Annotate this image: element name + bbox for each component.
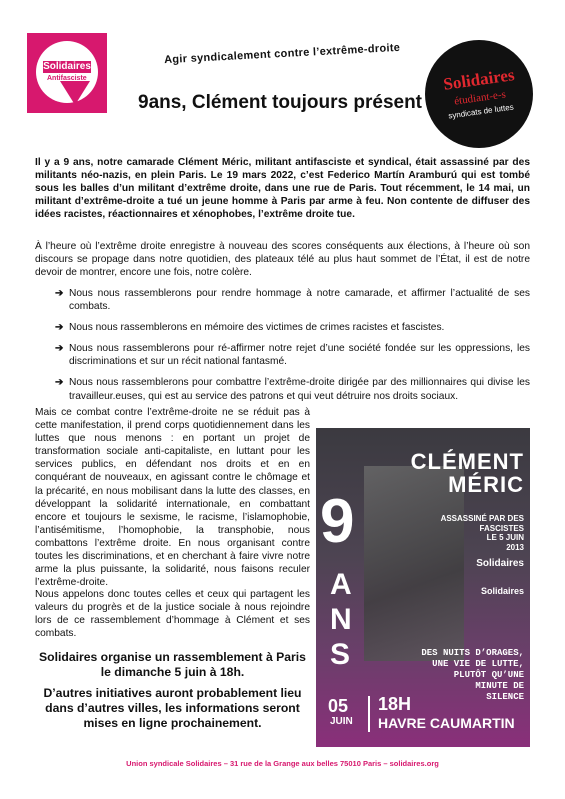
bullet-text: Nous nous rassemblerons en mémoire des victimes de crimes racistes et fascistes. — [69, 322, 445, 334]
poster-month: JUIN — [330, 716, 353, 727]
pink-triangle-icon — [60, 81, 90, 105]
poster-sub-line: ASSASSINÉ PAR DES — [440, 514, 524, 523]
arrow-icon: ➔ — [55, 377, 64, 389]
poster-sub-line: LE 5 JUIN — [486, 533, 524, 542]
logo-left-line1: Solidaires — [43, 61, 91, 72]
arrow-icon: ➔ — [55, 343, 64, 355]
poster-quote — [421, 648, 524, 703]
paragraph-5: Nous appelons donc toutes celles et ceux qui partagent les valeurs du progrès et de la justice sociale à nous rejoindre lors de ce rassemblement d’hommage à Clément et ses combats. — [35, 589, 310, 640]
poster-name-line1: CLÉMENT — [410, 449, 524, 474]
poster-quote-line: SILENCE — [486, 692, 524, 702]
bullet-text: Nous nous rassemblerons pour combattre l’extrême-droite dirigée par des millionnaires qui divise les travailleur.euses, qui est au service des patrons et qui veut détruire nos droits sociaux. — [69, 377, 530, 402]
list-item — [55, 321, 530, 334]
bullet-text: Nous nous rassemblerons pour rendre hommage à notre camarade, et affirmer l’actualité de ses combats. — [69, 288, 530, 313]
poster-name — [411, 450, 524, 496]
poster-letter-a: A — [330, 568, 352, 601]
arrow-icon: ➔ — [55, 322, 64, 334]
poster-sub-line: FASCISTES — [479, 523, 524, 533]
page-title: 9ans, Clément toujours présent — [138, 92, 423, 113]
poster-quote-line: PLUTÔT QU’UNE — [453, 670, 524, 680]
logo-left-line2: Antifasciste — [47, 75, 87, 82]
poster-place: HAVRE CAUMARTIN — [378, 715, 515, 731]
poster-quote-line: MINUTE DE — [475, 681, 524, 691]
poster-solidaires-logo-2: Solidaires — [480, 586, 524, 596]
call-to-action-2: D’autres initiatives auront probablement lieu dans d’autres villes, les informations seront mises en ligne prochainement. — [43, 686, 302, 730]
poster-quote-line: UNE VIE DE LUTTE, — [432, 659, 524, 669]
arrow-icon: ➔ — [55, 288, 64, 299]
poster-subtitle — [441, 514, 524, 552]
bullet-list — [55, 287, 530, 411]
poster-name-line2: MÉRIC — [448, 472, 524, 497]
footer-address: Union syndicale Solidaires – 31 rue de la Grange aux belles 75010 Paris – solidaires.org — [126, 759, 439, 768]
poster-sub-line: 2013 — [506, 542, 524, 552]
list-item — [55, 342, 530, 368]
solidaires-antifasciste-logo — [27, 33, 107, 113]
logo-right-line3: syndicats de luttes — [447, 102, 515, 121]
list-item — [55, 376, 530, 402]
slogan: Agir syndicalement contre l’extrême-droite — [163, 41, 401, 67]
poster-letter-n: N — [330, 603, 352, 636]
paragraph-2: À l’heure où l’extrême droite enregistre à nouveau des scores conséquents aux élections, à l’heure où son discours se propage dans notre quotidien, des plateaux télé au plus haut sommet de l’État, il est de notre devoir de montrer, encore une fois, notre colère. — [35, 241, 530, 279]
logo-right-line1: Solidaires — [442, 65, 516, 94]
paragraph-3: Mais ce combat contre l’extrême-droite ne se réduit pas à cette manifestation, il prend corps quotidiennement dans les luttes que nous menons : en portant un projet de transformation sociale anti-capitaliste, en luttant pour les services publics, en défendant nos droits et en en conquérant de nouveaux, en agissant contre le chômage et la précarité, en nous mobilisant dans la lutte des classes, en développant la solidarité internationale, en combattant encore et toujours le sexisme, le racisme, l’islamophobie, l’antisémitisme, l’homophobie, la transphobie, nous combattons l’extrême droite. En nous organisant contre toutes les discriminations, et en cherchant à faire vivre notre arme la plus puissante, la solidarité, nous faisons reculer l’extrême-droite. — [35, 407, 310, 589]
poster-nine: 9 — [320, 487, 355, 556]
solidaires-etudiants-logo — [425, 40, 533, 148]
poster-quote-line: DES NUITS D’ORAGES, — [421, 648, 524, 658]
intro-paragraph: Il y a 9 ans, notre camarade Clément Méric, militant antifasciste et syndical, était assassiné par des militants néo-nazis, en plein Paris. Le 19 mars 2022, c’est Federico Martín Aramburú qui est tombé sous les balles d’un militant d’extrême droite, dans une rue de Paris. Tout récemment, le 14 mai, un militant d’extrême-droite a tué un jeune homme à Paris par arme à feu. Non contente de diffuser des idées racistes, réactionnaires et xénophobes, l’extrême droite tue. — [35, 157, 530, 221]
poster-divider — [368, 696, 370, 732]
poster-day: 05 — [328, 696, 349, 716]
poster-letter-s: S — [330, 638, 351, 671]
poster-time: 18H — [378, 694, 412, 714]
call-to-action-1: Solidaires organise un rassemblement à Paris le dimanche 5 juin à 18h. — [39, 650, 306, 679]
event-poster — [316, 428, 530, 747]
poster-solidaires-logo: Solidaires — [476, 558, 524, 569]
bullet-text: Nous nous rassemblerons pour ré-affirmer notre rejet d’une société fondée sur les oppressions, les discriminations et sur un récit national fantasmé. — [69, 343, 530, 368]
list-item — [55, 287, 530, 313]
logo-right-line2: étudiant-e-s — [453, 88, 507, 108]
